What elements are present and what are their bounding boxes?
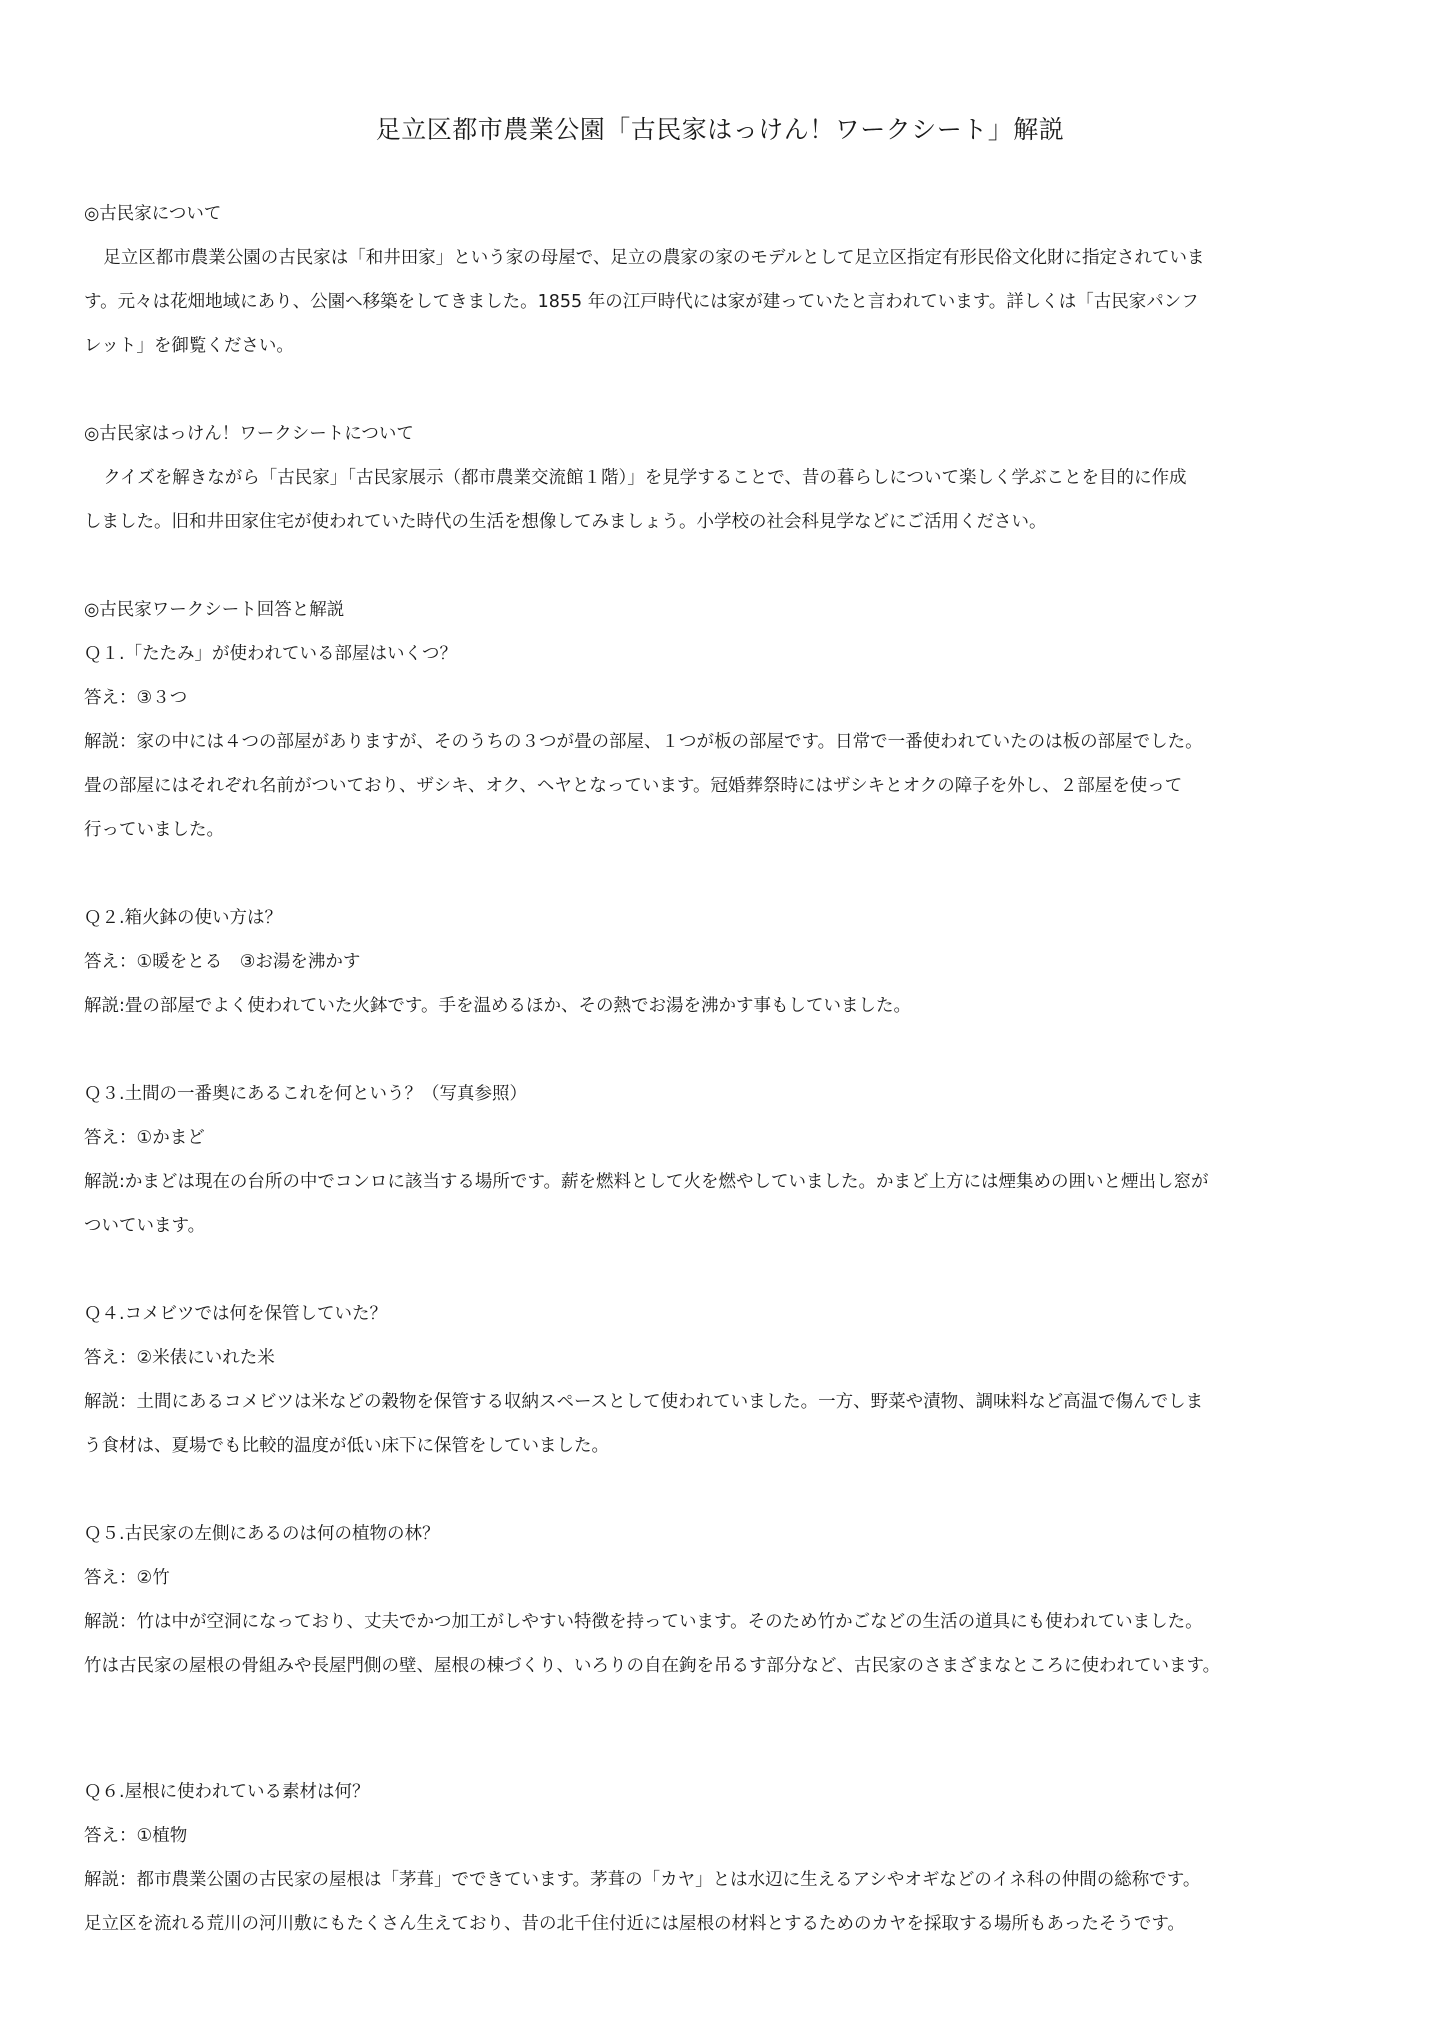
explanation-3-line: 解説:かまどは現在の台所の中でコンロに該当する場所です。薪を燃料として火を燃やしていました。かまど上方には煙集めの囲いと煙出し窓が [84, 1172, 1209, 1192]
explanation-2-line: 解説:畳の部屋でよく使われていた火鉢です。手を温めるほか、その熱でお湯を沸かす事もしていました。 [84, 996, 911, 1016]
about-line: レット」を御覧ください。 [84, 336, 294, 356]
answers-heading: ◎古民家ワークシート回答と解説 [84, 600, 345, 620]
answer-5: 答え：②竹 [84, 1568, 170, 1588]
document-title: 足立区都市農業公園「古民家はっけん！ワークシート」解説 [375, 115, 1065, 144]
explanation-1-line: 解説：家の中には４つの部屋がありますが、そのうちの３つが畳の部屋、１つが板の部屋です。日常で一番使われていたのは板の部屋でした。 [84, 732, 1203, 752]
worksheet-line: クイズを解きながら「古民家」「古民家展示（都市農業交流館１階）」を見学することで、昔の暮らしについて楽しく学ぶことを目的に作成 [103, 468, 1187, 488]
explanation-4-line: う食材は、夏場でも比較的温度が低い床下に保管をしていました。 [84, 1436, 609, 1456]
worksheet-heading: ◎古民家はっけん！ワークシートについて [84, 424, 414, 444]
question-1: Ｑ１.「たたみ」が使われている部屋はいくつ？ [84, 644, 458, 664]
explanation-6-line: 足立区を流れる荒川の河川敷にもたくさん生えており、昔の北千住付近には屋根の材料とするためのカヤを採取する場所もあったそうです。 [84, 1914, 1185, 1934]
explanation-6-line: 解説：都市農業公園の古民家の屋根は「茅葺」でできています。茅葺の「カヤ」とは水辺に生えるアシやオギなどのイネ科の仲間の総称です。 [84, 1870, 1201, 1890]
question-4: Ｑ４.コメビツでは何を保管していた？ [84, 1304, 388, 1324]
answer-4: 答え：②米俵にいれた米 [84, 1348, 275, 1368]
question-6: Ｑ６.屋根に使われている素材は何？ [84, 1782, 370, 1802]
answer-6: 答え：①植物 [84, 1826, 188, 1846]
question-5: Ｑ５.古民家の左側にあるのは何の植物の林？ [84, 1524, 440, 1544]
explanation-5-line: 竹は古民家の屋根の骨組みや長屋門側の壁、屋根の棟づくり、いろりの自在鉤を吊るす部分など、古民家のさまざまなところに使われています。 [84, 1656, 1221, 1676]
answer-2: 答え：①暖をとる ③お湯を沸かす [84, 952, 361, 972]
explanation-3-line: ついています。 [84, 1216, 206, 1236]
answer-3: 答え：①かまど [84, 1128, 205, 1148]
question-3: Ｑ３.土間の一番奥にあるこれを何という？（写真参照） [84, 1084, 528, 1104]
about-line: す。元々は花畑地域にあり、公園へ移築をしてきました。1855 年の江戸時代には家が建っていたと言われています。詳しくは「古民家パンフ [84, 292, 1199, 312]
question-2: Ｑ２.箱火鉢の使い方は？ [84, 908, 283, 928]
worksheet-line: しました。旧和井田家住宅が使われていた時代の生活を想像してみましょう。小学校の社会科見学などにご活用ください。 [84, 512, 1047, 532]
answer-1: 答え：③３つ [84, 688, 188, 708]
about-heading: ◎古民家について [84, 204, 222, 224]
explanation-4-line: 解説：土間にあるコメビツは米などの穀物を保管する収納スペースとして使われていました。一方、野菜や漬物、調味料など高温で傷んでしま [84, 1392, 1204, 1412]
explanation-1-line: 行っていました。 [84, 820, 224, 840]
explanation-1-line: 畳の部屋にはそれぞれ名前がついており、ザシキ、オク、ヘヤとなっています。冠婚葬祭時にはザシキとオクの障子を外し、２部屋を使って [84, 776, 1183, 796]
explanation-5-line: 解説：竹は中が空洞になっており、丈夫でかつ加工がしやすい特徴を持っています。そのため竹かごなどの生活の道具にも使われていました。 [84, 1612, 1203, 1632]
about-line: 足立区都市農業公園の古民家は「和井田家」という家の母屋で、足立の農家の家のモデルとして足立区指定有形民俗文化財に指定されていま [103, 248, 1205, 268]
